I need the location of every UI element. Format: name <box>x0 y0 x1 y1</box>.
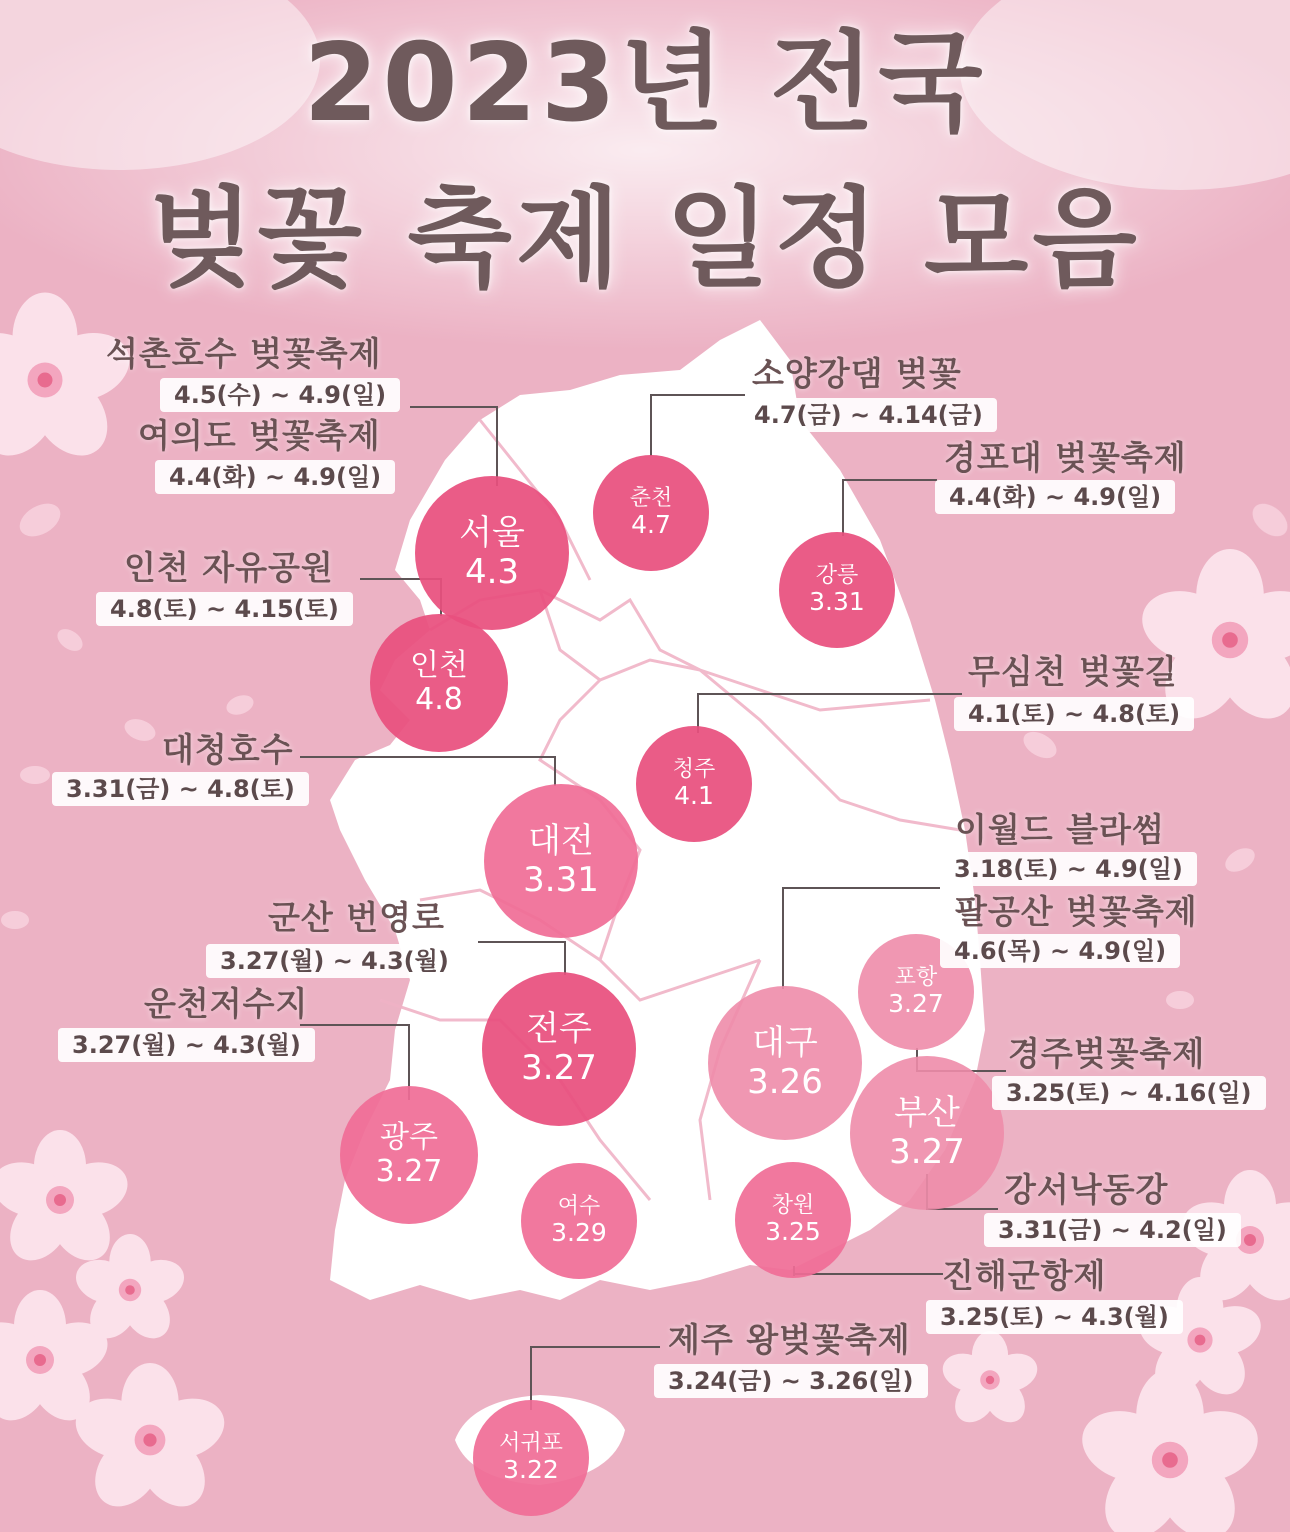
city-name: 대전 <box>528 820 594 861</box>
city-marker-cheongju <box>636 726 752 842</box>
city-name: 인천 <box>410 647 468 683</box>
festival-name: 이월드 블라썸 <box>955 810 1165 849</box>
festival-dates: 4.5(수) ~ 4.9(일) <box>160 378 400 412</box>
festival-dates: 4.4(화) ~ 4.9(일) <box>935 480 1175 514</box>
city-name: 전주 <box>526 1008 592 1049</box>
leader-line <box>410 406 498 408</box>
city-date: 4.1 <box>674 781 714 811</box>
festival-name: 석촌호수 벚꽃축제 <box>106 334 382 373</box>
city-date: 3.31 <box>809 587 865 617</box>
festival-dates: 3.27(월) ~ 4.3(월) <box>206 944 463 978</box>
leader-line <box>697 693 962 695</box>
leader-line <box>782 887 784 989</box>
city-marker-seogwipo <box>473 1400 589 1516</box>
page-title-line-2: 벚꽃 축제 일정 모음 <box>149 177 1141 302</box>
festival-name: 군산 번영로 <box>268 898 445 937</box>
leader-line <box>650 394 745 396</box>
festival-name: 여의도 벚꽃축제 <box>138 416 381 455</box>
city-date: 3.27 <box>888 989 944 1019</box>
festival-dates: 3.18(토) ~ 4.9(일) <box>940 852 1197 886</box>
festival-name: 진해군항제 <box>942 1256 1107 1295</box>
leader-line <box>842 479 937 481</box>
leader-line <box>842 479 844 536</box>
leader-line <box>554 756 556 786</box>
city-name: 강릉 <box>815 562 859 588</box>
leader-line <box>478 941 566 943</box>
city-marker-seoul <box>415 476 569 630</box>
city-date: 3.27 <box>521 1048 597 1088</box>
festival-dates: 4.6(목) ~ 4.9(일) <box>940 934 1180 968</box>
festival-dates: 4.1(토) ~ 4.8(토) <box>954 697 1194 731</box>
festival-dates: 3.31(금) ~ 4.8(토) <box>52 772 309 806</box>
festival-name: 강서낙동강 <box>1004 1170 1169 1209</box>
city-marker-gwangju <box>340 1086 478 1224</box>
festival-dates: 3.31(금) ~ 4.2(일) <box>984 1213 1241 1247</box>
festival-dates: 4.4(화) ~ 4.9(일) <box>155 460 395 494</box>
festival-name: 무심천 벚꽃길 <box>968 652 1178 691</box>
leader-line <box>530 1346 660 1348</box>
city-name: 대구 <box>752 1022 818 1063</box>
city-name: 청주 <box>672 756 716 782</box>
city-date: 4.3 <box>464 552 520 592</box>
festival-name: 제주 왕벚꽃축제 <box>668 1320 911 1359</box>
city-date: 3.26 <box>747 1062 823 1102</box>
city-date: 3.31 <box>523 860 599 900</box>
city-name: 여수 <box>557 1193 601 1219</box>
city-name: 광주 <box>380 1119 438 1155</box>
city-marker-jeonju <box>482 972 636 1126</box>
city-date: 4.7 <box>631 510 671 540</box>
city-marker-daejeon <box>484 784 638 938</box>
festival-dates: 3.25(토) ~ 4.16(일) <box>992 1076 1266 1110</box>
festival-name: 인천 자유공원 <box>124 548 334 587</box>
city-marker-gangneung <box>779 532 895 648</box>
city-date: 3.27 <box>889 1132 965 1172</box>
festival-dates: 4.8(토) ~ 4.15(토) <box>96 592 353 626</box>
leader-line <box>300 756 556 758</box>
city-name: 창원 <box>771 1192 815 1218</box>
leader-line <box>496 406 498 486</box>
leader-line <box>300 1024 410 1026</box>
city-name: 서울 <box>459 512 525 553</box>
festival-dates: 3.27(월) ~ 4.3(월) <box>58 1028 315 1062</box>
city-date: 3.29 <box>551 1218 607 1248</box>
city-name: 서귀포 <box>499 1430 563 1456</box>
city-date: 3.22 <box>503 1455 559 1485</box>
city-marker-changwon <box>735 1162 851 1278</box>
city-marker-incheon <box>370 614 508 752</box>
page-title-line-1: 2023년 전국 <box>303 21 987 146</box>
festival-name: 대청호수 <box>162 730 294 769</box>
festival-dates: 3.24(금) ~ 3.26(일) <box>654 1364 928 1398</box>
city-name: 부산 <box>894 1092 960 1133</box>
city-marker-daegu <box>708 986 862 1140</box>
city-date: 4.8 <box>415 682 463 717</box>
leader-line <box>564 941 566 975</box>
festival-dates: 3.25(토) ~ 4.3(월) <box>926 1300 1183 1334</box>
festival-name: 팔공산 벚꽃축제 <box>955 892 1198 931</box>
leader-line <box>782 887 940 889</box>
festival-name: 소양강댐 벚꽃 <box>752 354 962 393</box>
city-marker-chuncheon <box>593 455 709 571</box>
city-marker-yeosu <box>521 1163 637 1279</box>
city-marker-busan <box>850 1056 1004 1210</box>
city-date: 3.25 <box>765 1217 821 1247</box>
city-name: 춘천 <box>629 485 673 511</box>
city-date: 3.27 <box>375 1154 443 1189</box>
leader-line <box>650 394 652 456</box>
festival-name: 경포대 벚꽃축제 <box>944 438 1187 477</box>
festival-name: 경주벚꽃축제 <box>1008 1034 1206 1073</box>
city-name: 포항 <box>894 964 938 990</box>
festival-dates: 4.7(금) ~ 4.14(금) <box>740 398 997 432</box>
festival-name: 운천저수지 <box>144 984 309 1023</box>
